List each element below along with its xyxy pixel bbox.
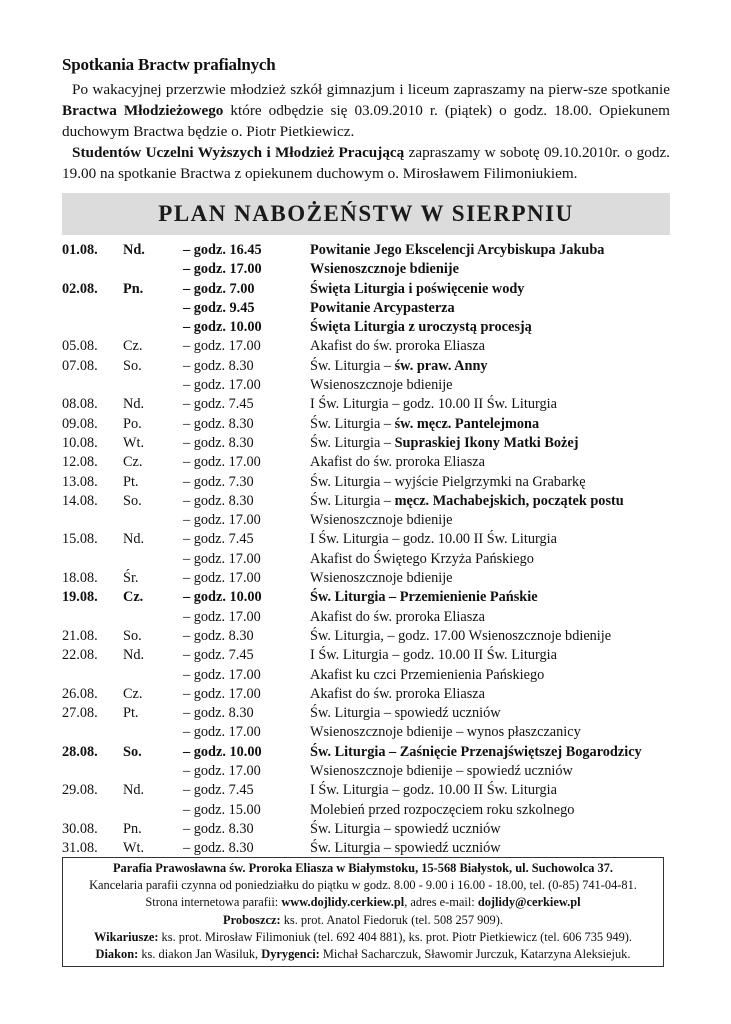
schedule-event-feast: Supraskiej Ikony Matki Bożej <box>394 434 579 451</box>
schedule-weekday <box>123 801 183 820</box>
footer-contact <box>67 894 659 911</box>
schedule-time: – godz. 7.45 <box>183 782 254 799</box>
schedule-event-text: Św. Liturgia – Przemienienie Pańskie <box>310 589 538 606</box>
schedule-weekday: Cz. <box>123 454 143 471</box>
schedule-row <box>62 627 670 646</box>
schedule-event <box>310 608 670 627</box>
schedule-date: 18.08. <box>62 570 98 587</box>
schedule-time: – godz. 7.45 <box>183 396 254 413</box>
schedule-event <box>310 415 670 434</box>
schedule-time: – godz. 7.00 <box>183 280 255 297</box>
schedule-date: 02.08. <box>62 280 98 297</box>
schedule-event <box>310 280 670 299</box>
schedule-row <box>62 588 670 607</box>
schedule-event <box>310 318 670 337</box>
schedule-event-text: Akafist do św. proroka Eliasza <box>310 454 485 471</box>
schedule-weekday: Pn. <box>123 280 144 297</box>
footer-website-link[interactable]: www.dojlidy.cerkiew.pl <box>281 895 405 910</box>
schedule-row <box>62 318 670 337</box>
plan-title-banner: PLAN NABOŻEŃSTW W SIERPNIU <box>62 193 670 235</box>
schedule-time: – godz. 17.00 <box>183 666 261 683</box>
schedule-event <box>310 820 670 839</box>
schedule-time: – godz. 17.00 <box>183 724 261 741</box>
schedule-date: 07.08. <box>62 357 98 374</box>
schedule-event-text: Św. Liturgia, – godz. 17.00 Wsienoszcznoje bdienije <box>310 627 612 644</box>
bulletin-page <box>62 55 670 859</box>
schedule-event <box>310 704 670 723</box>
schedule-event-text: Św. Liturgia – spowiedź uczniów <box>310 820 501 837</box>
schedule-row <box>62 415 670 434</box>
schedule-row <box>62 299 670 318</box>
footer-deacon-choir <box>67 946 659 963</box>
schedule-time: – godz. 17.00 <box>183 377 261 394</box>
schedule-row <box>62 550 670 569</box>
schedule-date <box>62 511 123 530</box>
footer-vicars <box>67 929 659 946</box>
announcement-heading: Spotkania Bractw prafialnych <box>62 55 276 74</box>
schedule-date: 01.08. <box>62 242 98 258</box>
schedule-time: – godz. 17.00 <box>183 261 262 278</box>
schedule-date: 10.08. <box>62 434 98 451</box>
schedule-weekday: Wt. <box>123 434 145 451</box>
schedule-date <box>62 608 123 627</box>
footer-email-link[interactable]: dojlidy@cerkiew.pl <box>477 895 581 910</box>
schedule-event-text: Św. Liturgia – <box>310 415 395 432</box>
schedule-time: – godz. 17.00 <box>183 608 261 625</box>
schedule-row <box>62 820 670 839</box>
schedule-event-text: Akafist ku czci Przemienienia Pańskiego <box>310 666 545 683</box>
schedule-event-text: I Św. Liturgia – godz. 10.00 II Św. Liturgia <box>310 396 557 413</box>
schedule-date: 08.08. <box>62 396 98 413</box>
schedule-weekday: Pt. <box>123 473 139 490</box>
schedule-weekday <box>123 723 183 742</box>
schedule-date: 28.08. <box>62 743 98 760</box>
schedule-event <box>310 743 670 762</box>
schedule-event <box>310 685 670 704</box>
schedule-event-text: Akafist do Świętego Krzyża Pańskiego <box>310 550 534 567</box>
schedule-date <box>62 762 123 781</box>
schedule-event-text: Św. Liturgia – Zaśnięcie Przenajświętszej Bogarodzicy <box>310 743 642 760</box>
schedule-event <box>310 511 670 530</box>
schedule-time: – godz. 7.45 <box>183 647 254 664</box>
schedule-time: – godz. 8.30 <box>183 434 254 451</box>
schedule-date: 14.08. <box>62 492 98 509</box>
schedule-event-text: I Św. Liturgia – godz. 10.00 II Św. Liturgia <box>310 647 557 664</box>
schedule-event <box>310 762 670 781</box>
schedule-date: 15.08. <box>62 531 98 548</box>
schedule-weekday <box>123 260 183 279</box>
schedule-event-text: Św. Liturgia – <box>310 357 395 374</box>
footer-office-hours: Kancelaria parafii czynna od poniedziałku do piątku w godz. 8.00 - 9.00 i 16.00 - 18.00, tel. (0-85) 741-04-81. <box>89 878 637 893</box>
schedule-row <box>62 666 670 685</box>
schedule-event-text: Św. Liturgia – spowiedź uczniów <box>310 840 501 857</box>
schedule-event <box>310 492 670 511</box>
schedule-row <box>62 357 670 376</box>
schedule-date <box>62 376 123 395</box>
schedule-event <box>310 627 670 646</box>
schedule-event <box>310 588 670 607</box>
schedule-time: – godz. 9.45 <box>183 299 255 316</box>
schedule-weekday <box>123 299 183 318</box>
schedule-date <box>62 260 123 279</box>
schedule-event <box>310 376 670 395</box>
footer-choir-label: Dyrygenci: <box>261 947 320 962</box>
schedule-row <box>62 723 670 742</box>
schedule-date: 22.08. <box>62 647 98 664</box>
schedule-row <box>62 453 670 472</box>
footer-parish-address <box>67 860 659 877</box>
schedule-event-text: Akafist do św. proroka Eliasza <box>310 608 485 625</box>
schedule-event <box>310 530 670 549</box>
schedule-event-text: I Św. Liturgia – godz. 10.00 II Św. Liturgia <box>310 531 557 548</box>
schedule-event-text: Akafist do św. proroka Eliasza <box>310 685 485 702</box>
schedule-weekday: Nd. <box>123 531 145 548</box>
schedule-event-feast: męcz. Machabejskich, początek postu <box>394 492 624 509</box>
schedule-time: – godz. 17.00 <box>183 550 261 567</box>
schedule-weekday <box>123 762 183 781</box>
schedule-time: – godz. 10.00 <box>183 743 262 760</box>
schedule-event <box>310 550 670 569</box>
schedule-event <box>310 723 670 742</box>
schedule-event-text: Św. Liturgia – wyjście Pielgrzymki na Grabarkę <box>310 473 586 490</box>
schedule-time: – godz. 10.00 <box>183 589 262 606</box>
schedule-date: 30.08. <box>62 820 98 837</box>
schedule-row <box>62 260 670 279</box>
schedule-weekday: Nd. <box>123 396 145 413</box>
schedule-row <box>62 434 670 453</box>
p1-text-after: które odbędzie się 03.09.2010 r. (piątek) o godz. 18.00. Opiekunem duchowym Bractwa będzie o. Piotr Pietkiewicz. <box>62 102 670 140</box>
schedule-date <box>62 723 123 742</box>
p1-text-before: Po wakacyjnej przerzwie młodzież szkół gimnazjum i liceum zapraszamy na pierw-sze spotkanie <box>72 81 670 98</box>
parish-footer <box>62 857 664 967</box>
schedule-event-text: Św. Liturgia – <box>310 492 395 509</box>
schedule-date: 19.08. <box>62 589 98 606</box>
footer-deacon-label: Diakon: <box>95 947 139 962</box>
schedule-event <box>310 569 670 588</box>
footer-choir-text: Michał Sacharczuk, Sławomir Jurczuk, Katarzyna Aleksiejuk. <box>319 947 631 962</box>
schedule-weekday <box>123 511 183 530</box>
schedule-date: 26.08. <box>62 685 98 702</box>
schedule-time: – godz. 8.30 <box>183 357 254 374</box>
schedule-time: – godz. 17.00 <box>183 685 261 702</box>
footer-line1: Parafia Prawosławna św. Proroka Eliasza w Białymstoku, 15-568 Białystok, ul. Suchowolca 37. <box>112 861 614 875</box>
schedule-event <box>310 646 670 665</box>
p1-bold-text: Bractwa Młodzieżowego <box>62 102 224 119</box>
schedule-weekday: Nd. <box>123 647 145 664</box>
schedule-event <box>310 299 670 318</box>
schedule-date <box>62 801 123 820</box>
schedule-time: – godz. 16.45 <box>183 242 262 258</box>
schedule-event <box>310 260 670 279</box>
schedule-row <box>62 762 670 781</box>
footer-email-label: , adres e-mail: <box>404 895 478 910</box>
schedule-row <box>62 241 670 260</box>
schedule-weekday: So. <box>123 743 142 760</box>
schedule-weekday <box>123 666 183 685</box>
schedule-date <box>62 666 123 685</box>
schedule-event-text: Powitanie Jego Ekscelencji Arcybiskupa Jakuba <box>310 242 605 258</box>
schedule-weekday: Pn. <box>123 820 142 837</box>
schedule-event <box>310 801 670 820</box>
schedule-row <box>62 376 670 395</box>
schedule-event-text: Wsienoszcznoje bdienije <box>310 570 453 587</box>
schedule-row <box>62 337 670 356</box>
schedule-weekday: Nd. <box>123 782 145 799</box>
schedule-time: – godz. 17.00 <box>183 763 261 780</box>
schedule-event <box>310 395 670 414</box>
schedule-weekday: Pt. <box>123 705 139 722</box>
schedule-event-text: Powitanie Arcypasterza <box>310 299 455 316</box>
schedule-event-text: I Św. Liturgia – godz. 10.00 II Św. Liturgia <box>310 782 557 799</box>
announcement-paragraph-youth <box>62 79 670 142</box>
schedule-weekday: Śr. <box>123 570 139 587</box>
schedule-time: – godz. 7.45 <box>183 531 254 548</box>
schedule-time: – godz. 8.30 <box>183 492 254 509</box>
schedule-time: – godz. 8.30 <box>183 415 254 432</box>
schedule-date: 12.08. <box>62 454 98 471</box>
schedule-time: – godz. 17.00 <box>183 570 261 587</box>
schedule-event <box>310 241 670 260</box>
schedule-row <box>62 511 670 530</box>
schedule-row <box>62 781 670 800</box>
schedule-row <box>62 530 670 549</box>
schedule-event-text: Wsienoszcznoje bdienije <box>310 512 453 529</box>
schedule-weekday: So. <box>123 492 142 509</box>
schedule-time: – godz. 8.30 <box>183 820 254 837</box>
schedule-event <box>310 666 670 685</box>
schedule-event-text: Molebień przed rozpoczęciem roku szkolnego <box>310 801 575 818</box>
footer-vicars-label: Wikariusze: <box>93 929 159 944</box>
schedule-row <box>62 743 670 762</box>
schedule-event-text: Święta Liturgia i poświęcenie wody <box>310 280 525 297</box>
footer-vicars-text: ks. prot. Mirosław Filimoniuk (tel. 692 404 881), ks. prot. Piotr Pietkiewicz (tel. 606 735 949). <box>158 929 633 944</box>
schedule-event-text: Wsienoszcznoje bdienije <box>310 377 453 394</box>
p2-text-after: zapraszamy w sobotę 09.10.2010r. o godz. 19.00 na spotkanie Bractwa z opiekunem duchowym o. Mirosławem Filimoniukiem. <box>62 144 670 182</box>
schedule-time: – godz. 8.30 <box>183 840 254 857</box>
schedule-date <box>62 299 123 318</box>
schedule-weekday <box>123 318 183 337</box>
schedule-event-text: Wsienoszcznoje bdienije <box>310 261 459 278</box>
footer-deacon-text: ks. diakon Jan Wasiluk, <box>138 947 262 962</box>
schedule-row <box>62 492 670 511</box>
schedule-time: – godz. 7.30 <box>183 473 254 490</box>
schedule-row <box>62 646 670 665</box>
schedule-date: 27.08. <box>62 705 98 722</box>
schedule-row <box>62 685 670 704</box>
schedule-weekday: Nd. <box>123 242 145 258</box>
schedule-date <box>62 318 123 337</box>
p2-bold-text: Studentów Uczelni Wyższych i Młodzież Pracującą <box>72 144 405 161</box>
schedule-weekday: Cz. <box>123 685 143 702</box>
schedule-event <box>310 839 670 858</box>
schedule-time: – godz. 17.00 <box>183 338 261 355</box>
schedule-event <box>310 473 670 492</box>
schedule-row <box>62 704 670 723</box>
schedule-time: – godz. 17.00 <box>183 454 261 471</box>
schedule-weekday <box>123 376 183 395</box>
schedule-date: 13.08. <box>62 473 98 490</box>
schedule-event-text: Akafist do św. proroka Eliasza <box>310 338 485 355</box>
footer-website-label: Strona internetowa parafii: <box>145 895 282 910</box>
schedule-weekday: Cz. <box>123 589 144 606</box>
schedule-date: 21.08. <box>62 627 98 644</box>
schedule-event <box>310 337 670 356</box>
schedule-event-text: Wsienoszcznoje bdienije – spowiedź uczniów <box>310 763 573 780</box>
schedule-row <box>62 801 670 820</box>
schedule-row <box>62 395 670 414</box>
schedule-row <box>62 839 670 858</box>
schedule-table <box>62 241 670 859</box>
announcement-paragraph-students <box>62 142 670 184</box>
schedule-event <box>310 434 670 453</box>
schedule-row <box>62 608 670 627</box>
footer-rector <box>67 912 659 929</box>
schedule-date: 09.08. <box>62 415 98 432</box>
schedule-date: 29.08. <box>62 782 98 799</box>
schedule-time: – godz. 17.00 <box>183 512 261 529</box>
schedule-time: – godz. 8.30 <box>183 627 254 644</box>
schedule-weekday: So. <box>123 627 142 644</box>
schedule-event <box>310 781 670 800</box>
footer-rector-label: Proboszcz: <box>223 912 281 927</box>
schedule-weekday: So. <box>123 357 142 374</box>
footer-rector-text: ks. prot. Anatol Fiedoruk (tel. 508 257 909). <box>280 912 503 927</box>
schedule-time: – godz. 8.30 <box>183 705 254 722</box>
schedule-row <box>62 473 670 492</box>
schedule-weekday: Cz. <box>123 338 143 355</box>
schedule-event-text: Święta Liturgia z uroczystą procesją <box>310 319 532 336</box>
schedule-time: – godz. 15.00 <box>183 801 261 818</box>
schedule-date: 31.08. <box>62 840 98 857</box>
schedule-weekday: Wt. <box>123 840 145 857</box>
schedule-event-text: Św. Liturgia – spowiedź uczniów <box>310 705 501 722</box>
schedule-weekday <box>123 608 183 627</box>
schedule-event <box>310 357 670 376</box>
schedule-event-text: Wsienoszcznoje bdienije – wynos płaszczanicy <box>310 724 581 741</box>
schedule-row <box>62 569 670 588</box>
schedule-event-text: Św. Liturgia – <box>310 434 395 451</box>
schedule-row <box>62 280 670 299</box>
schedule-weekday <box>123 550 183 569</box>
schedule-event <box>310 453 670 472</box>
schedule-event-feast: św. męcz. Pantelejmona <box>394 415 540 432</box>
schedule-time: – godz. 10.00 <box>183 319 262 336</box>
schedule-date: 05.08. <box>62 338 98 355</box>
schedule-weekday: Po. <box>123 415 142 432</box>
schedule-date <box>62 550 123 569</box>
schedule-event-feast: św. praw. Anny <box>394 357 488 374</box>
